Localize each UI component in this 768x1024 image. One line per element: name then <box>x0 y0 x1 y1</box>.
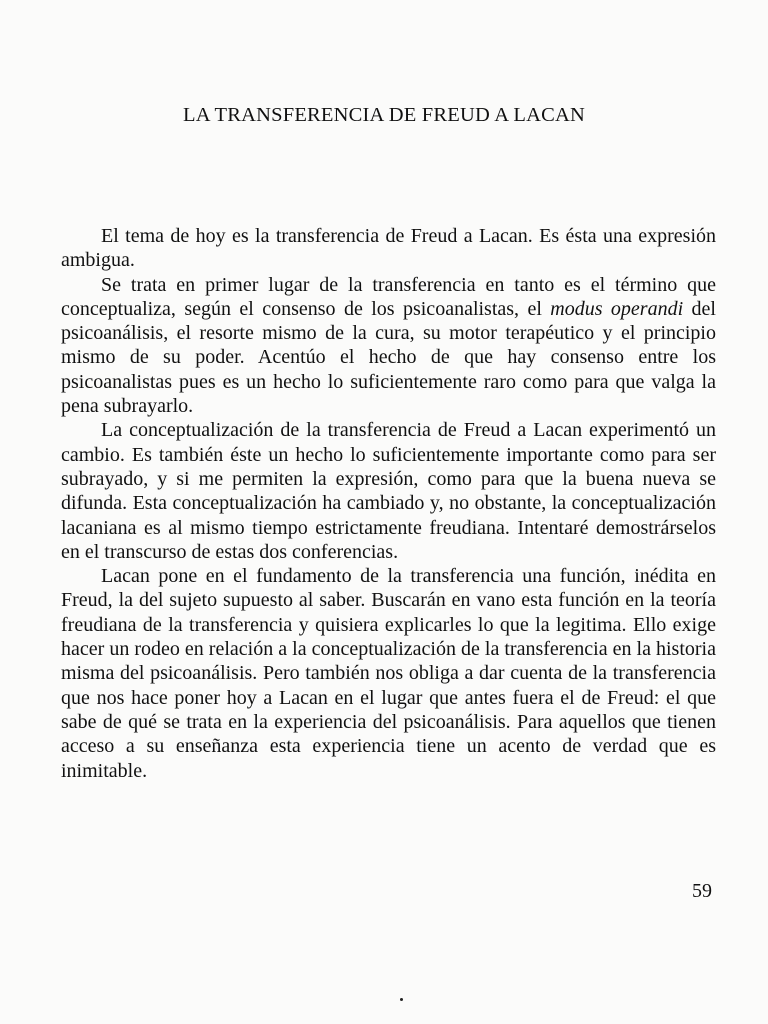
paragraph-4: Lacan pone en el fundamento de la transferencia una función, inédita en Freud, la del sujeto supuesto al saber. Buscarán en vano esta función en la teoría freudiana de la transferencia y quisiera explicarles lo que la legitima. Ello exige hacer un rodeo en relación a la conceptualización de la transferencia en la historia misma del psicoanálisis. Pero también nos obliga a dar cuenta de la transferencia que nos hace poner hoy a Lacan en el lugar que antes fuera el de Freud: el que sabe de qué se trata en la experiencia del psicoanálisis. Para aquellos que tienen acceso a su enseñanza esta experiencia tiene un acento de verdad que es inimitable. <box>61 565 716 782</box>
paragraph-2-text-after: del psicoanálisis, el resorte mismo de la cura, su motor terapéutico y el principio mismo de su poder. Acentúo el hecho de que hay consenso entre los psicoanalistas pues es un hecho lo suficientemente raro como para que valga la pena subrayarlo. <box>61 297 716 418</box>
body-text <box>61 224 716 783</box>
chapter-title: LA TRANSFERENCIA DE FREUD A LACAN <box>182 104 586 126</box>
paragraph-2 <box>61 273 716 419</box>
paragraph-3: La conceptualización de la transferencia de Freud a Lacan experimentó un cambio. Es también éste un hecho lo suficientemente importante como para ser subrayado, y si me permiten la expresión, como para que la buena nueva se difunda. Esta conceptualización ha cambiado y, no obstante, la conceptualización lacaniana es al mismo tiempo estrictamente freudiana. Intentaré demostrárselos en el transcurso de estas dos conferencias. <box>61 419 716 563</box>
page-number: 59 <box>692 880 712 902</box>
scan-speck <box>400 998 403 1001</box>
paragraph-1: El tema de hoy es la transferencia de Freud a Lacan. Es ésta una expresión ambigua. <box>61 225 716 272</box>
paragraph-2-text-before: Se trata en primer lugar de la transferencia en tanto es el término que conceptualiza, según el consenso de los psicoanalistas, el <box>61 273 716 320</box>
paragraph-2-italic-term: modus operandi <box>550 297 684 320</box>
